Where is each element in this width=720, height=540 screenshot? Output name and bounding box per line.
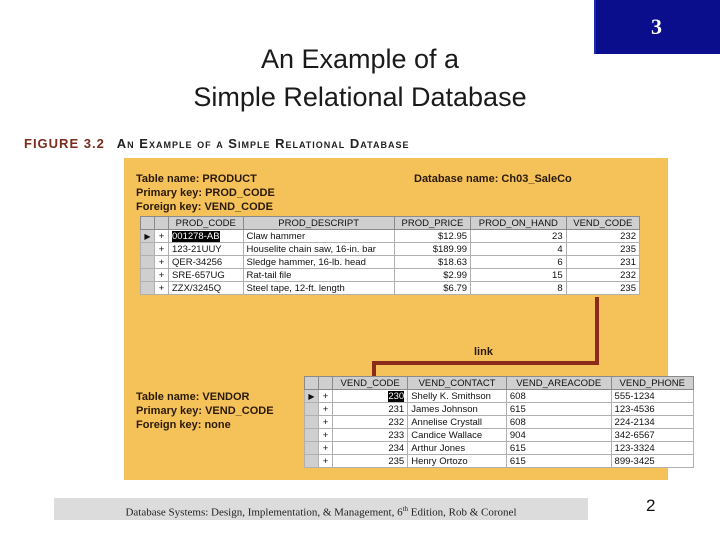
slide-title-line1: An Example of a [260, 44, 460, 74]
product-foreign-key: Foreign key: VEND_CODE [136, 201, 273, 213]
link-line-vertical-right [595, 297, 599, 363]
row-selector-header [141, 217, 155, 230]
row-selector[interactable] [305, 455, 319, 468]
row-selector[interactable] [305, 442, 319, 455]
table-cell[interactable]: 233 [333, 429, 408, 442]
current-row-arrow-icon: ▶ [141, 230, 155, 243]
row-selector[interactable] [305, 429, 319, 442]
column-header[interactable]: VEND_CODE [333, 377, 408, 390]
table-cell[interactable]: Arthur Jones [408, 442, 507, 455]
table-cell[interactable]: 232 [566, 269, 639, 282]
slide-title [120, 40, 600, 116]
column-header[interactable]: PROD_DESCRIPT [243, 217, 394, 230]
table-cell[interactable]: 123-4536 [611, 403, 693, 416]
row-selector[interactable] [141, 269, 155, 282]
expand-icon[interactable]: + [155, 243, 169, 256]
table-cell[interactable]: 608 [506, 416, 611, 429]
vendor-foreign-key: Foreign key: none [136, 419, 231, 431]
table-cell[interactable]: 23 [471, 230, 567, 243]
row-selector[interactable] [141, 282, 155, 295]
table-row[interactable] [141, 256, 640, 269]
table-cell[interactable]: 231 [566, 256, 639, 269]
column-header[interactable]: VEND_AREACODE [506, 377, 611, 390]
figure-label: FIGURE 3.2 [24, 136, 105, 151]
table-cell[interactable]: Annelise Crystall [408, 416, 507, 429]
figure-title: An Example of a Simple Relational Database [116, 136, 410, 151]
table-row[interactable] [141, 243, 640, 256]
table-row[interactable] [141, 269, 640, 282]
product-table-name: Table name: PRODUCT [136, 173, 257, 185]
table-cell[interactable]: Claw hammer [243, 230, 394, 243]
table-cell[interactable]: Rat-tail file [243, 269, 394, 282]
footer-citation [54, 498, 588, 520]
table-cell[interactable]: 231 [333, 403, 408, 416]
chapter-box [594, 0, 720, 54]
table-cell[interactable]: Steel tape, 12-ft. length [243, 282, 394, 295]
expand-icon[interactable]: + [319, 429, 333, 442]
expand-icon[interactable]: + [155, 269, 169, 282]
expand-icon[interactable]: + [155, 230, 169, 243]
current-row-arrow-icon: ▶ [305, 390, 319, 403]
table-cell[interactable]: $12.95 [394, 230, 470, 243]
row-selector[interactable] [305, 403, 319, 416]
slide-title-line2: Simple Relational Database [193, 82, 527, 112]
database-name: Database name: Ch03_SaleCo [414, 173, 572, 185]
row-selector-header [305, 377, 319, 390]
vendor-meta [136, 390, 274, 432]
table-cell[interactable]: 235 [566, 282, 639, 295]
expand-icon[interactable]: + [319, 442, 333, 455]
table-row[interactable] [141, 230, 640, 243]
table-cell[interactable]: $18.63 [394, 256, 470, 269]
table-cell[interactable]: 615 [506, 455, 611, 468]
table-cell[interactable]: Henry Ortozo [408, 455, 507, 468]
expand-icon[interactable]: + [319, 390, 333, 403]
column-header[interactable]: PROD_ON_HAND [471, 217, 567, 230]
footer-sup: th [402, 505, 409, 513]
table-cell[interactable]: Candice Wallace [408, 429, 507, 442]
table-cell[interactable]: 4 [471, 243, 567, 256]
vendor-primary-key: Primary key: VEND_CODE [136, 405, 274, 417]
table-cell[interactable]: 608 [506, 390, 611, 403]
product-meta [136, 172, 275, 214]
column-header[interactable]: VEND_CONTACT [408, 377, 507, 390]
table-cell[interactable]: ZZX/3245Q [169, 282, 244, 295]
table-cell[interactable]: 6 [471, 256, 567, 269]
table-cell[interactable]: 615 [506, 442, 611, 455]
table-cell[interactable]: 555-1234 [611, 390, 693, 403]
table-row[interactable] [305, 390, 694, 403]
table-row[interactable] [141, 282, 640, 295]
table-cell[interactable]: $2.99 [394, 269, 470, 282]
figure-caption [24, 136, 409, 151]
table-cell[interactable]: 235 [566, 243, 639, 256]
vendor-table [304, 376, 694, 468]
table-row[interactable] [305, 416, 694, 429]
table-row[interactable] [305, 455, 694, 468]
expand-header [319, 377, 333, 390]
table-cell[interactable]: 123-21UUY [169, 243, 244, 256]
footer-text-before: Database Systems: Design, Implementation, & Management, 6 [125, 506, 403, 519]
table-cell[interactable]: 234 [333, 442, 408, 455]
product-header-row [141, 217, 640, 230]
table-cell[interactable]: James Johnson [408, 403, 507, 416]
table-cell[interactable]: Houselite chain saw, 16-in. bar [243, 243, 394, 256]
table-cell[interactable]: 342-6567 [611, 429, 693, 442]
chapter-number: 3 [651, 14, 662, 39]
link-label: link [474, 346, 493, 358]
column-header[interactable]: VEND_CODE [566, 217, 639, 230]
page-number: 2 [646, 496, 656, 515]
table-cell[interactable]: 15 [471, 269, 567, 282]
table-row[interactable] [305, 403, 694, 416]
table-cell[interactable]: Sledge hammer, 16-lb. head [243, 256, 394, 269]
table-cell[interactable]: SRE-657UG [169, 269, 244, 282]
row-selector[interactable] [141, 243, 155, 256]
expand-icon[interactable]: + [319, 403, 333, 416]
product-table [140, 216, 640, 295]
table-cell[interactable]: $189.99 [394, 243, 470, 256]
column-header[interactable]: VEND_PHONE [611, 377, 693, 390]
table-row[interactable] [305, 442, 694, 455]
table-cell[interactable]: $6.79 [394, 282, 470, 295]
table-cell[interactable]: Shelly K. Smithson [408, 390, 507, 403]
table-cell[interactable]: 615 [506, 403, 611, 416]
expand-icon[interactable]: + [319, 455, 333, 468]
table-cell[interactable]: 123-3324 [611, 442, 693, 455]
table-cell[interactable]: 232 [333, 416, 408, 429]
link-line-horizontal [372, 361, 599, 365]
table-cell[interactable]: 230 [333, 390, 408, 403]
table-row[interactable] [305, 429, 694, 442]
column-header[interactable]: PROD_CODE [169, 217, 244, 230]
footer-text-after: Edition, Rob & Coronel [408, 506, 517, 519]
table-cell[interactable]: 8 [471, 282, 567, 295]
vendor-table-name: Table name: VENDOR [136, 391, 250, 403]
table-cell[interactable]: 904 [506, 429, 611, 442]
table-cell[interactable]: 001278-AB [169, 230, 244, 243]
column-header[interactable]: PROD_PRICE [394, 217, 470, 230]
expand-icon[interactable]: + [155, 282, 169, 295]
expand-header [155, 217, 169, 230]
table-cell[interactable]: 899-3425 [611, 455, 693, 468]
vendor-header-row [305, 377, 694, 390]
product-primary-key: Primary key: PROD_CODE [136, 187, 275, 199]
table-cell[interactable]: 235 [333, 455, 408, 468]
expand-icon[interactable]: + [319, 416, 333, 429]
row-selector[interactable] [305, 416, 319, 429]
expand-icon[interactable]: + [155, 256, 169, 269]
table-cell[interactable]: 232 [566, 230, 639, 243]
table-cell[interactable]: 224-2134 [611, 416, 693, 429]
table-cell[interactable]: QER-34256 [169, 256, 244, 269]
row-selector[interactable] [141, 256, 155, 269]
